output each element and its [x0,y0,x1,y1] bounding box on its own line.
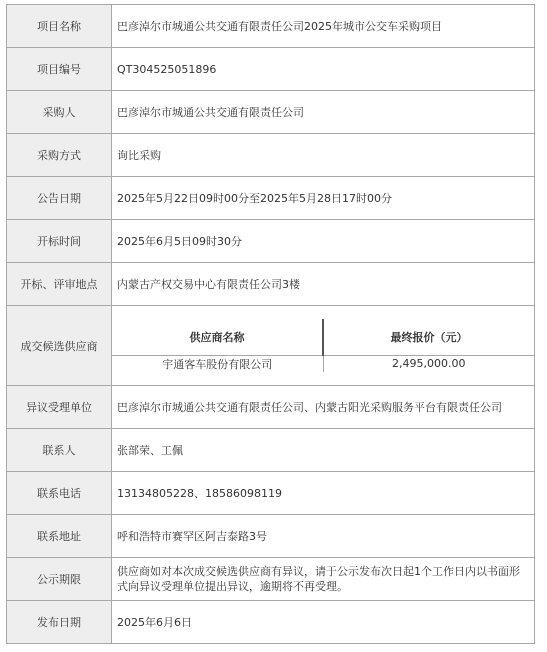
project-name-value: 巴彦淖尔市城通公共交通有限责任公司2025年城市公交车采购项目 [112,5,535,48]
objection-unit-value: 巴彦淖尔市城通公共交通有限责任公司、内蒙古阳光采购服务平台有限责任公司 [112,386,535,429]
candidate-subtable [112,319,534,372]
row-publicity [7,558,535,601]
row-project-no [7,48,535,91]
phone-value: 13134805228、18586098119 [112,472,535,515]
row-candidate [7,306,535,386]
supplier-name-header: 供应商名称 [112,319,323,355]
purchaser-value: 巴彦淖尔市城通公共交通有限责任公司 [112,91,535,134]
objection-unit-label: 异议受理单位 [7,386,112,429]
candidate-label: 成交候选供应商 [7,306,112,386]
row-contact [7,429,535,472]
notice-date-label: 公告日期 [7,177,112,220]
final-price-cell: 2,495,000.00 [392,357,466,371]
candidate-cell [112,306,535,386]
address-value: 呼和浩特市赛罕区阿吉泰路3号 [112,515,535,558]
contact-label: 联系人 [7,429,112,472]
publish-date-label: 发布日期 [7,601,112,644]
project-no-label: 项目编号 [7,48,112,91]
row-address [7,515,535,558]
notice-date-value: 2025年5月22日09时00分至2025年5月28日17时00分 [112,177,535,220]
row-open-place [7,263,535,306]
row-publish-date [7,601,535,644]
publicity-value: 供应商如对本次成交候选供应商有异议，请于公示发布次日起1个工作日内以书面形式向异议受理单位提出异议，逾期将不再受理。 [112,558,535,601]
row-phone [7,472,535,515]
purchaser-label: 采购人 [7,91,112,134]
method-label: 采购方式 [7,134,112,177]
open-place-label: 开标、评审地点 [7,263,112,306]
final-price-header: 最终报价（元） [323,319,534,355]
project-name-label: 项目名称 [7,5,112,48]
row-objection-unit [7,386,535,429]
procurement-info-table [6,4,535,644]
row-method [7,134,535,177]
method-value: 询比采购 [112,134,535,177]
open-time-label: 开标时间 [7,220,112,263]
contact-value: 张部荣、工佩 [112,429,535,472]
address-label: 联系地址 [7,515,112,558]
row-project-name [7,5,535,48]
row-notice-date [7,177,535,220]
project-no-value: QT304525051896 [112,48,535,91]
publish-date-value: 2025年6月6日 [112,601,535,644]
open-place-value: 内蒙古产权交易中心有限责任公司3楼 [112,263,535,306]
row-purchaser [7,91,535,134]
supplier-name-cell: 宇通客车股份有限公司 [112,355,323,372]
open-time-value: 2025年6月5日09时30分 [112,220,535,263]
publicity-label: 公示期限 [7,558,112,601]
row-open-time [7,220,535,263]
phone-label: 联系电话 [7,472,112,515]
